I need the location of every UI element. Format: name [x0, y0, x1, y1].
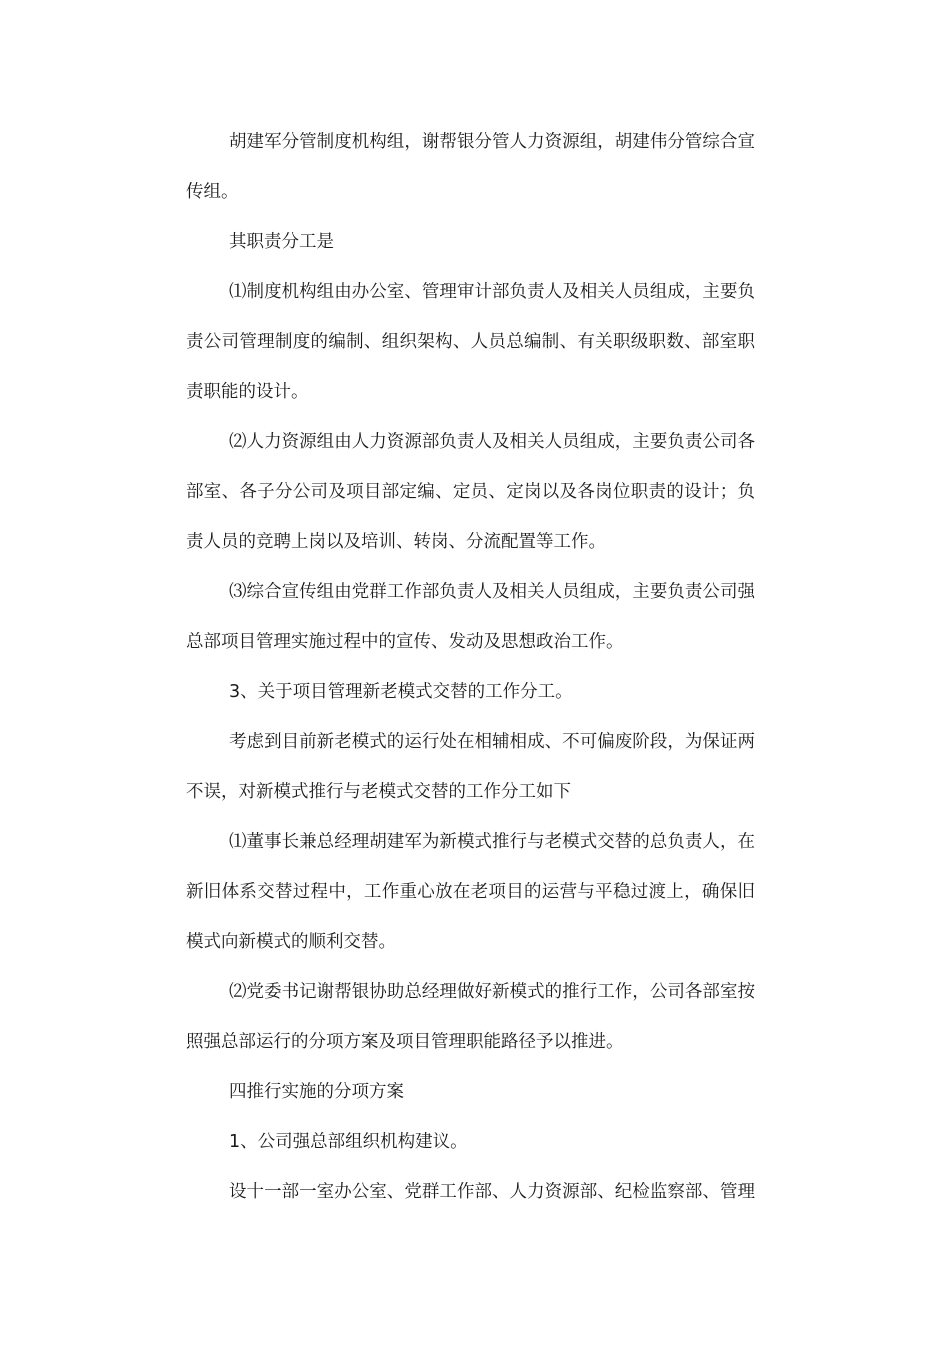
text-line: ⑴董事长兼总经理胡建军为新模式推行与老模式交替的总负责人，在: [229, 832, 755, 852]
text-line: 3、关于项目管理新老模式交替的工作分工。: [229, 682, 573, 702]
text-line: 模式向新模式的顺利交替。: [186, 932, 396, 952]
text-line: 不误，对新模式推行与老模式交替的工作分工如下: [186, 782, 571, 802]
text-line: 责职能的设计。: [186, 382, 309, 402]
paragraph-subsection-1-heading: [143, 1117, 755, 1167]
text-line: 部室、各子分公司及项目部定编、定员、定岗以及各岗位职责的设计；负: [186, 482, 755, 502]
text-line: 新旧体系交替过程中，工作重心放在老项目的运营与平稳过渡上，确保旧: [186, 882, 755, 902]
text-line: ⑵人力资源组由人力资源部负责人及相关人员组成，主要负责公司各: [229, 432, 755, 452]
document-body: [143, 117, 755, 1217]
text-line: 1、公司强总部组织机构建议。: [229, 1132, 468, 1152]
paragraph-section-4-heading: [143, 1067, 755, 1117]
paragraph-item-1-institution-group: [143, 267, 755, 417]
text-line: 照强总部运行的分项方案及项目管理职能路径予以推进。: [186, 1032, 624, 1052]
text-line: 设十一部一室办公室、党群工作部、人力资源部、纪检监察部、管理: [229, 1182, 755, 1202]
text-line: 胡建军分管制度机构组，谢帮银分管人力资源组，胡建伟分管综合宣: [229, 132, 755, 152]
text-line: ⑵党委书记谢帮银协助总经理做好新模式的推行工作，公司各部室按: [229, 982, 755, 1002]
paragraph-item-3-publicity-group: [143, 567, 755, 667]
paragraph-item-2-party-secretary: [143, 967, 755, 1067]
text-line: 总部项目管理实施过程中的宣传、发动及思想政治工作。: [186, 632, 624, 652]
paragraph-responsibilities-heading: [143, 217, 755, 267]
paragraph-item-1-chairman: [143, 817, 755, 967]
paragraph-item-2-hr-group: [143, 417, 755, 567]
text-line: 其职责分工是: [229, 232, 334, 252]
paragraph-section-3-heading: [143, 667, 755, 717]
text-line: 四推行实施的分项方案: [229, 1082, 404, 1102]
paragraph-departments-list: [143, 1167, 755, 1217]
text-line: ⑶综合宣传组由党群工作部负责人及相关人员组成，主要负责公司强: [229, 582, 755, 602]
text-line: 考虑到目前新老模式的运行处在相辅相成、不可偏废阶段，为保证两: [229, 732, 755, 752]
text-line: 责公司管理制度的编制、组织架构、人员总编制、有关职级职数、部室职: [186, 332, 755, 352]
paragraph-division-of-management: [143, 117, 755, 217]
paragraph-transition-consideration: [143, 717, 755, 817]
text-line: 传组。: [186, 182, 239, 202]
text-line: ⑴制度机构组由办公室、管理审计部负责人及相关人员组成，主要负: [229, 282, 755, 302]
text-line: 责人员的竞聘上岗以及培训、转岗、分流配置等工作。: [186, 532, 606, 552]
